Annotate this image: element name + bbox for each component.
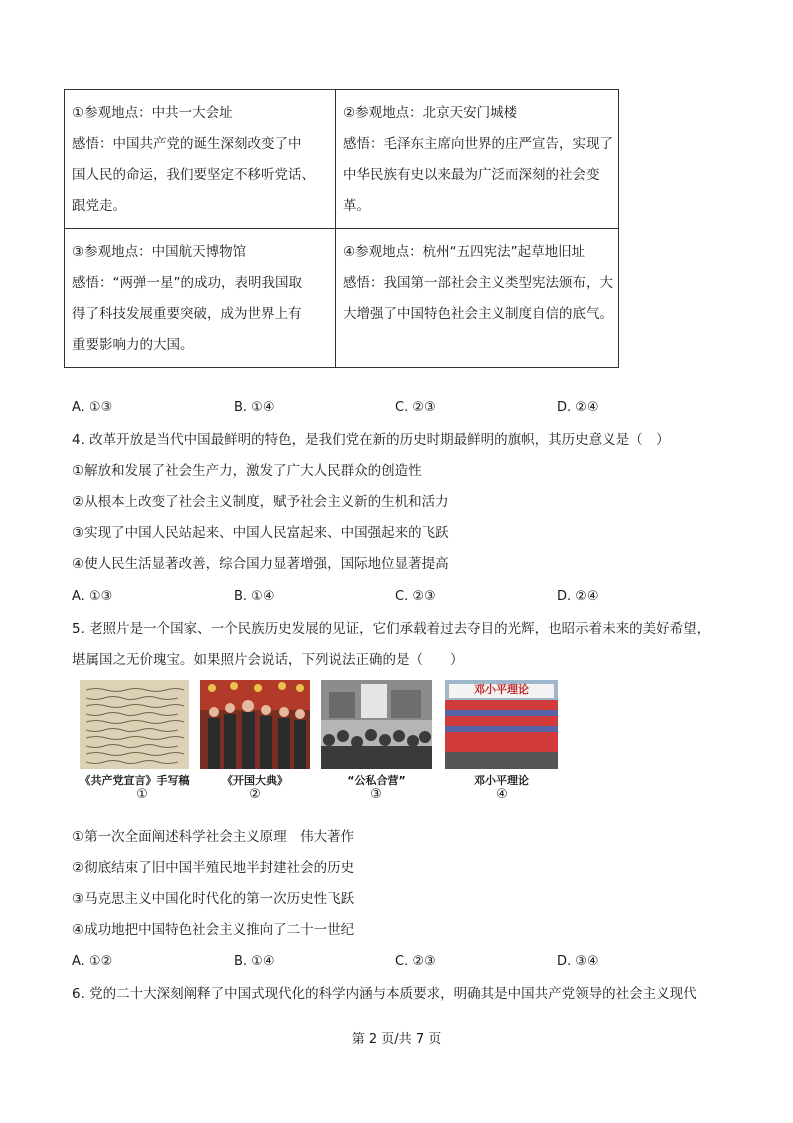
q5-item-4: ④成功地把中国特色社会主义推向了二十一世纪 xyxy=(72,922,355,938)
photo-caption-3: “公私合营” xyxy=(347,774,406,787)
q5-item-1: ①第一次全面阐述科学社会主义原理 伟大著作 xyxy=(72,829,355,845)
q5-stem-line-1: 5. 老照片是一个国家、一个民族历史发展的见证，它们承载着过去夺目的光辉，也昭示着未来的美好希望， xyxy=(72,621,711,637)
cell-line: 大增强了中国特色社会主义制度自信的底气。 xyxy=(343,306,613,322)
public-private-photo xyxy=(321,680,432,769)
option-a[interactable]: A. ①③ xyxy=(72,589,113,604)
manuscript-photo xyxy=(80,680,189,769)
ceremony-image xyxy=(200,680,310,769)
table-row xyxy=(65,90,619,229)
manuscript-image xyxy=(80,680,189,769)
cell-line: 感悟：“两弹一星”的成功，表明我国取 xyxy=(72,275,302,291)
cell-line: 感悟：毛泽东主席向世界的庄严宣告，实现了 xyxy=(343,136,613,152)
option-d[interactable]: D. ②④ xyxy=(557,589,599,604)
option-b[interactable]: B. ①④ xyxy=(234,589,275,604)
q5-stem-line-2: 堪属国之无价瑰宝。如果照片会说话，下列说法正确的是（ ） xyxy=(72,652,464,668)
cell-line: ①参观地点：中共一大会址 xyxy=(72,105,233,121)
q4-options xyxy=(72,587,632,607)
cell-line: 感悟：我国第一部社会主义类型宪法颁布，大 xyxy=(343,275,613,291)
option-a[interactable]: A. ①② xyxy=(72,954,113,969)
photo-number-3: ③ xyxy=(370,787,382,802)
cell-line: ②参观地点：北京天安门城楼 xyxy=(343,105,518,121)
q6-stem: 6. 党的二十大深刻阐释了中国式现代化的科学内涵与本质要求，明确其是中国共产党领导的社会主义现代 xyxy=(72,986,697,1002)
option-c[interactable]: C. ②③ xyxy=(395,589,436,604)
photo-number-4: ④ xyxy=(496,787,508,802)
table-row xyxy=(65,229,619,368)
cell-line: 重要影响力的大国。 xyxy=(72,337,194,353)
option-c[interactable]: C. ②③ xyxy=(395,954,436,969)
table-cell-4 xyxy=(336,229,619,368)
q3-options xyxy=(72,398,632,418)
option-d[interactable]: D. ②④ xyxy=(557,400,599,415)
cell-line: 得了科技发展重要突破，成为世界上有 xyxy=(72,306,302,322)
cell-line: 中华民族有史以来最为广泛而深刻的社会变 xyxy=(343,167,600,183)
street-crowd-image xyxy=(321,680,432,769)
table-cell-3 xyxy=(65,229,336,368)
banner-text: 邓小平理论 xyxy=(474,683,529,696)
table-cell-1 xyxy=(65,90,336,229)
cell-line: ③参观地点：中国航天博物馆 xyxy=(72,244,247,260)
option-d[interactable]: D. ③④ xyxy=(557,954,599,969)
q5-item-3: ③马克思主义中国化时代化的第一次历史性飞跃 xyxy=(72,891,355,907)
visit-sites-table xyxy=(64,89,619,368)
table-cell-2 xyxy=(336,90,619,229)
option-c[interactable]: C. ②③ xyxy=(395,400,436,415)
photo-number-1: ① xyxy=(136,787,148,802)
photo-caption-1: 《共产党宣言》手写稿 xyxy=(79,774,190,787)
q4-stem: 4. 改革开放是当代中国最鲜明的特色，是我们党在新的历史时期最鲜明的旗帜，其历史意义是（ ） xyxy=(72,432,670,448)
cell-line: 感悟：中国共产党的诞生深刻改变了中 xyxy=(72,136,302,152)
photo-caption-4: 邓小平理论 xyxy=(474,774,529,787)
option-b[interactable]: B. ①④ xyxy=(234,954,275,969)
page-footer: 第 2 页/共 7 页 xyxy=(351,1032,442,1047)
q5-item-2: ②彻底结束了旧中国半殖民地半封建社会的历史 xyxy=(72,860,355,876)
founding-ceremony-photo xyxy=(200,680,310,769)
cell-line: 革。 xyxy=(343,198,370,214)
photo-caption-2: 《开国大典》 xyxy=(222,774,288,787)
q5-options xyxy=(72,952,632,972)
option-b[interactable]: B. ①④ xyxy=(234,400,275,415)
cell-line: 跟党走。 xyxy=(72,198,126,214)
q4-item-1: ①解放和发展了社会生产力，激发了广大人民群众的创造性 xyxy=(72,463,422,479)
q4-item-4: ④使人民生活显著改善，综合国力显著增强，国际地位显著提高 xyxy=(72,556,449,572)
photo-number-2: ② xyxy=(249,787,261,802)
deng-theory-photo xyxy=(445,680,558,769)
cell-line: ④参观地点：杭州“五四宪法”起草地旧址 xyxy=(343,244,586,260)
cell-line: 国人民的命运，我们要坚定不移听党话、 xyxy=(72,167,315,183)
option-a[interactable]: A. ①③ xyxy=(72,400,113,415)
q4-item-3: ③实现了中国人民站起来、中国人民富起来、中国强起来的飞跃 xyxy=(72,525,449,541)
q4-item-2: ②从根本上改变了社会主义制度，赋予社会主义新的生机和活力 xyxy=(72,494,449,510)
